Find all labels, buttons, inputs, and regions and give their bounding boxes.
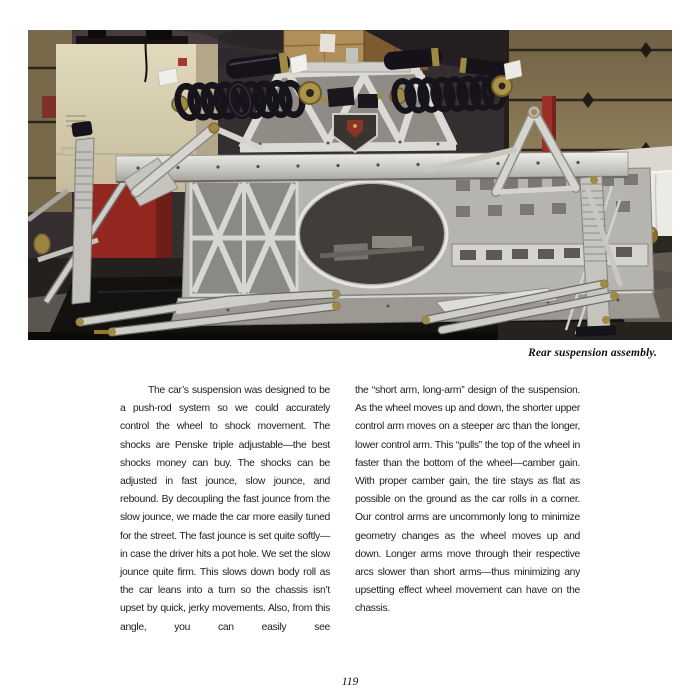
body-text: [120, 382, 580, 637]
photo-illustration: [28, 30, 672, 340]
page-number: 119: [341, 676, 359, 688]
photo-caption: Rear suspension assembly.: [528, 347, 657, 359]
paragraph-left-column: The car’s suspension was designed to be a push-rod system so we could accurately control the wheel to shock movement. The shocks are Penske triple adjustable—the best shocks money can buy. The shocks can be adjusted in fast jounce, slow jounce, and rebound. By decoupling the fast jounce from the slow jounce, we made the car more easily tuned for the street. The fast jounce is set quite softly—in case the driver hits a pot hole. We set the slow jounce quite firm. This slows down body roll as the car leans into a turn so the chassis isn’t upset by quick, jerky movements. Also, from this angle, you can easily see: [120, 385, 330, 633]
paragraph-right-column: the “short arm, long-arm” design of the suspension. As the wheel moves up and down, the shorter upper control arm moves on a steeper arc than the longer, lower control arm. This “pulls” the top of the wheel in faster than the bottom of the wheel—camber gain. With proper camber gain, the tire stays as flat as possible on the ground as the car rolls in a corner. Our control arms are uncommonly long to minimize geometry changes as the wheel moves up and down. Longer arms move through their respective arcs slower than short arms—thus minimizing any upsetting effect wheel movement can have on the chassis.: [355, 385, 580, 615]
photo-rear-suspension: [28, 30, 672, 340]
photo-top-rail: [116, 152, 628, 182]
